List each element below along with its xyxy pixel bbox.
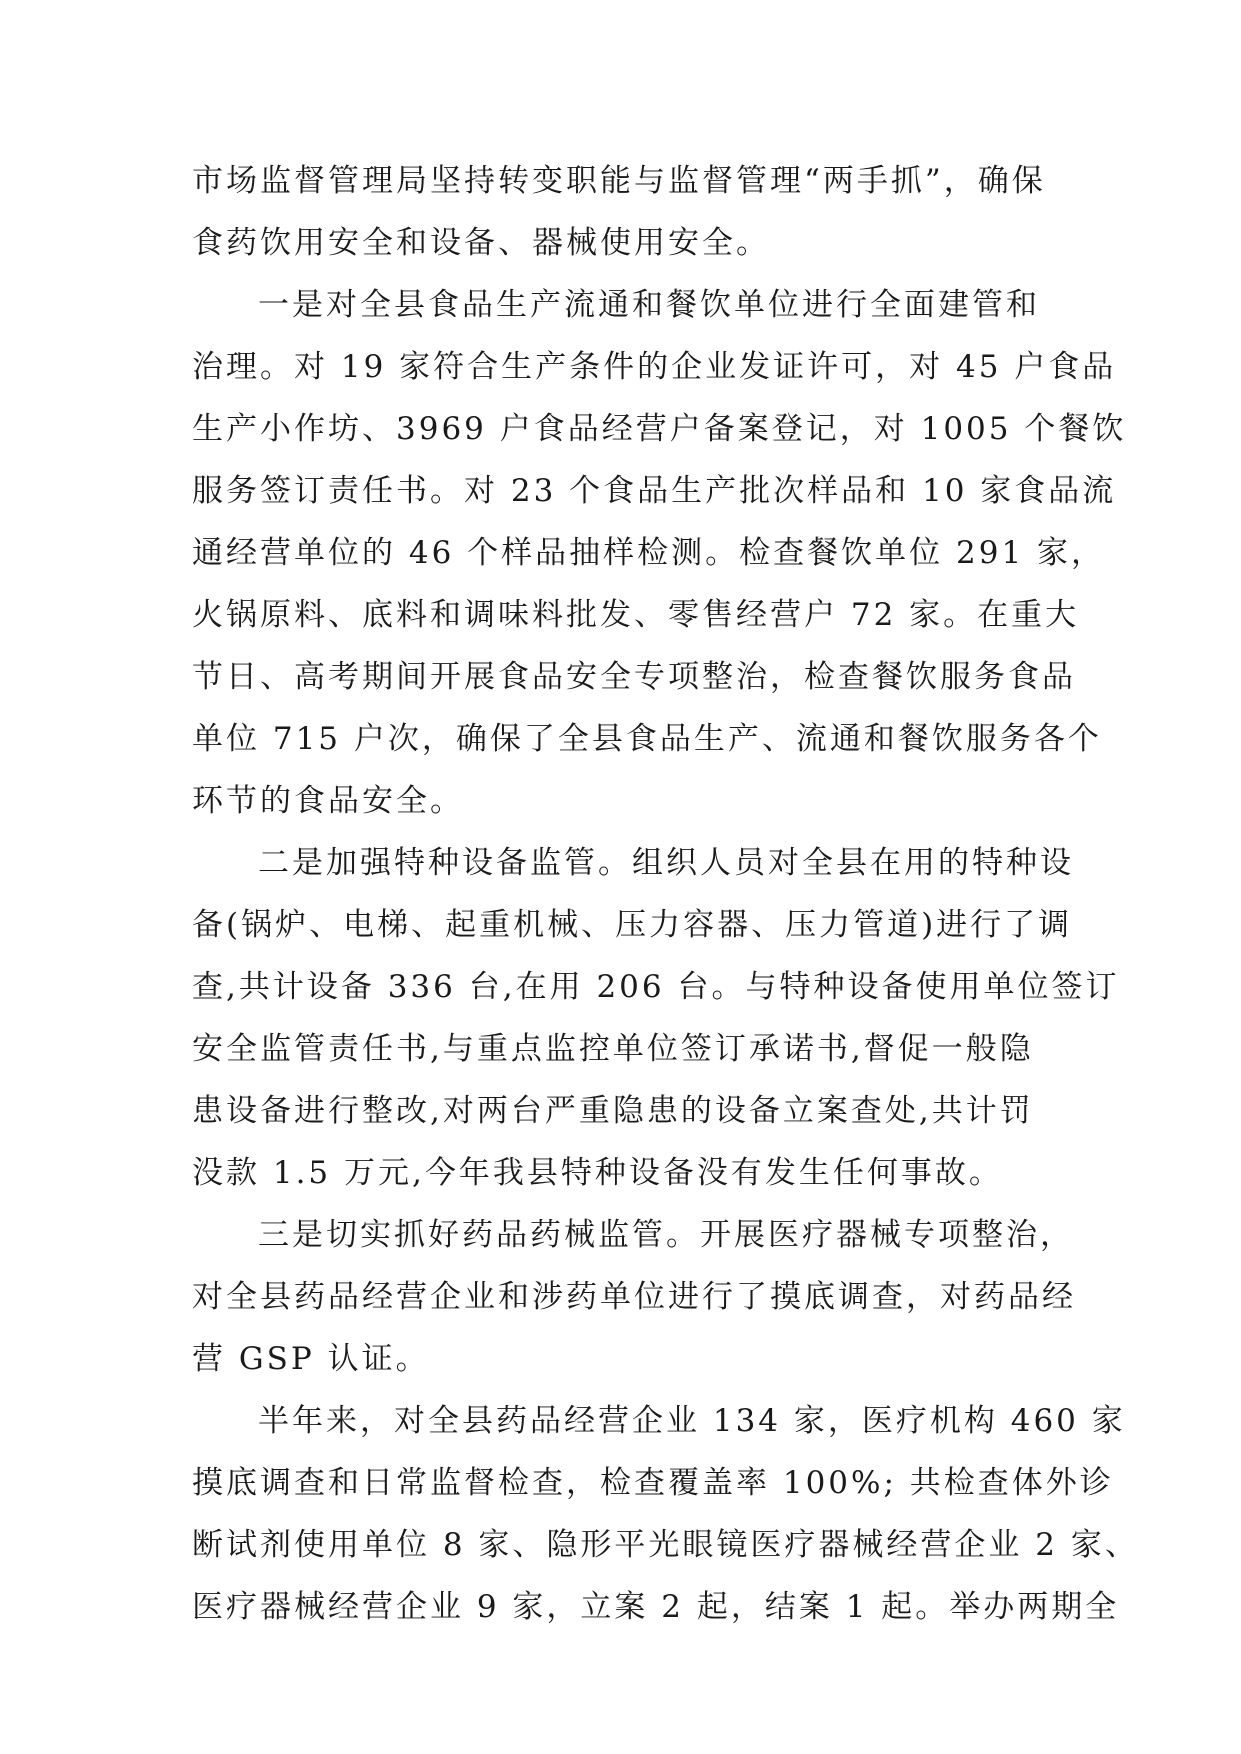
text-line: 安全监管责任书,与重点监控单位签订承诺书,督促一般隐 [192, 1031, 1034, 1067]
text-line: 查,共计设备 336 台,在用 206 台。与特种设备使用单位签订 [192, 969, 1120, 1005]
text-line: 患设备进行整改,对两台严重隐患的设备立案查处,共计罚 [192, 1093, 1034, 1129]
text-line: 节日、高考期间开展食品安全专项整治，检查餐饮服务食品 [192, 659, 1076, 695]
text-line: 营 GSP 认证。 [192, 1341, 430, 1377]
text-line: 备(锅炉、电梯、起重机械、压力容器、压力管道)进行了调 [192, 907, 1073, 943]
text-line: 半年来，对全县药品经营企业 134 家，医疗机构 460 家 [258, 1403, 1126, 1439]
text-line: 二是加强特种设备监管。组织人员对全县在用的特种设 [258, 845, 1074, 881]
text-line: 三是切实抓好药品药械监管。开展医疗器械专项整治， [258, 1217, 1074, 1253]
text-line: 服务签订责任书。对 23 个食品生产批次样品和 10 家食品流 [192, 473, 1117, 509]
text-line: 对全县药品经营企业和涉药单位进行了摸底调查，对药品经 [192, 1279, 1076, 1315]
text-line: 摸底调查和日常监督检查，检查覆盖率 100%; 共检查体外诊 [192, 1465, 1114, 1501]
text-line: 医疗器械经营企业 9 家，立案 2 起，结案 1 起。举办两期全 [192, 1589, 1120, 1625]
text-line: 一是对全县食品生产流通和餐饮单位进行全面建管和 [258, 287, 1040, 323]
text-line: 环节的食品安全。 [192, 783, 464, 819]
text-line: 治理。对 19 家符合生产条件的企业发证许可，对 45 户食品 [192, 349, 1117, 385]
text-line: 市场监督管理局坚持转变职能与监督管理“两手抓”，确保 [192, 163, 1046, 199]
text-line: 没款 1.5 万元,今年我县特种设备没有发生任何事故。 [192, 1155, 1003, 1191]
text-line: 火锅原料、底料和调味料批发、零售经营户 72 家。在重大 [192, 597, 1080, 633]
text-line: 断试剂使用单位 8 家、隐形平光眼镜医疗器械经营企业 2 家、 [192, 1527, 1139, 1563]
text-line: 生产小作坊、3969 户食品经营户备案登记，对 1005 个餐饮 [192, 411, 1127, 447]
text-line: 单位 715 户次，确保了全县食品生产、流通和餐饮服务各个 [192, 721, 1102, 757]
text-line: 通经营单位的 46 个样品抽样检测。检查餐饮单位 291 家， [192, 535, 1106, 571]
document-body [192, 150, 1139, 1638]
text-line: 食药饮用安全和设备、器械使用安全。 [192, 225, 770, 261]
